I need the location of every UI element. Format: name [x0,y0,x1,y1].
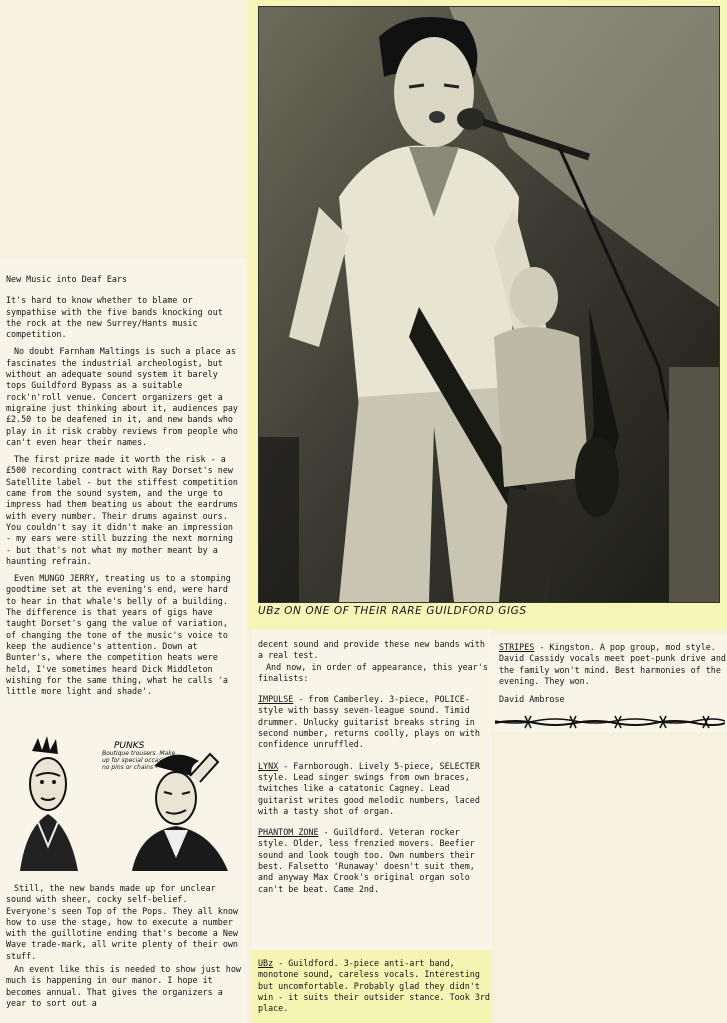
paragraph: No doubt Farnham Maltings is such a place as fascinates the industrial archeologist, but without an adequate sound system it barely tops Guildford Bypass as a suitable rock'n'roll venue. Concert organizers get a migraine just thinking about it, audiences pay £2.50 to be deafened in it, and new bands who play in it risk crabby reviews from people who can't even hear their names. [6,346,238,447]
left-column [0,258,247,1023]
paragraph: decent sound and provide these new bands with a real test. [258,639,485,661]
right-column [493,634,727,732]
cartoon-note: Boutique trousers. Make up for special occasions no pins or chains - [102,750,176,771]
finalist-entry [499,642,727,687]
finalist-entry [258,827,490,895]
punks-cartoon [14,736,234,871]
article-title: New Music into Deaf Ears [6,274,128,284]
paragraph: An event like this is needed to show just how much is happening in our manor. I hope it becomes annual. That gives the organizers a year to sort out a [6,964,241,1008]
band-name: STRIPES [499,642,535,652]
paragraph: Still, the new bands made up for unclear sound with sheer, cocky self-belief. Everyone's seen Top of the Pops. They all know how to use the stage, how to execute a number with the guillotine ending that's become a New Wave trade-mark, all write plenty of their own stuff. [6,883,238,961]
barbed-wire-divider [495,714,725,730]
finalist-entry [258,958,490,1014]
photo-caption: UBz ON ONE OF THEIR RARE GUILDFORD GIGS [258,605,527,617]
band-name: LYNX [258,760,279,771]
band-name: PHANTOM ZONE [258,827,319,838]
band-review: - from Camberley. 3-piece, POLICE-style with bassy seven-league sound. Timid drummer. Unlucky guitarist breaks string in second number, returns coolly, plays on with confidence unruffled. [258,694,480,750]
author-byline: David Ambrose [499,694,565,704]
middle-column-text [258,639,490,905]
band-review: - Kingston. A pop group, mod style. David Cassidy vocals meet poet-punk drive and the family won't mind. Best harmonies of the evening. They won. [499,642,726,686]
band-name: IMPULSE [258,694,294,705]
paragraph: The first prize made it worth the risk - a £500 recording contract with Ray Dorset's new Satellite label - but the stiffest competition came from the sound system, and the urge to impress had them beating us about the eardrums with every number. Their drums against ours. You couldn't say it didn't make an impression - my ears were still buzzing the next morning - but that's not what my mother meant by a haunting refrain. [6,454,238,566]
left-column-bottom-text [6,883,242,1011]
finalist-entry [258,694,490,750]
cartoon-label: PUNKS [114,741,145,751]
ubz-entry-block [252,950,492,1023]
band-review: - Guildford. Veteran rocker style. Older, less frenzied movers. Beefier sound and look tough too. Own numbers their best. Falsetto 'Runaway' doesn't suit them, and anyway Max Crook's original organ solo can't be beat. Came 2nd. [258,827,475,894]
finalist-entry [258,761,490,817]
paragraph: Even MUNGO JERRY, treating us to a stomping goodtime set at the evening's end, were hard to hear in that whale's belly of a building. The difference is that years of gigs have taught Dorset's gang the value of variation, of changing the tone of the music's voice to keep the audience's attention. Down at Bunter's, where the competition heats were held, I've sometimes heard Dick Middleton wishing for the same thing, what he calls 'a little more light and shade'. [6,573,231,697]
band-photo [258,6,720,603]
left-column-text [6,274,242,703]
band-name: UBz [258,958,274,968]
paragraph: It's hard to know whether to blame or sympathise with the five bands knocking out the rock at the new Surrey/Hants music competition. [6,295,223,340]
band-review: - Guildford. 3-piece anti-art band, monotone sound, careless vocals. Interesting but uncomfortable. Probably glad they didn't win - it suits their outsider stance. Took 3rd place. [258,958,490,1014]
photo-block [248,0,727,630]
paragraph: And now, in order of appearance, this year's finalists: [258,661,488,683]
band-review: - Farnborough. Lively 5-piece, SELECTER style. Lead singer swings from own braces, twitches like a catatonic Cagney. Lead guitarist writes good melodic numbers, laced with a tasty shot of organ. [258,760,480,816]
